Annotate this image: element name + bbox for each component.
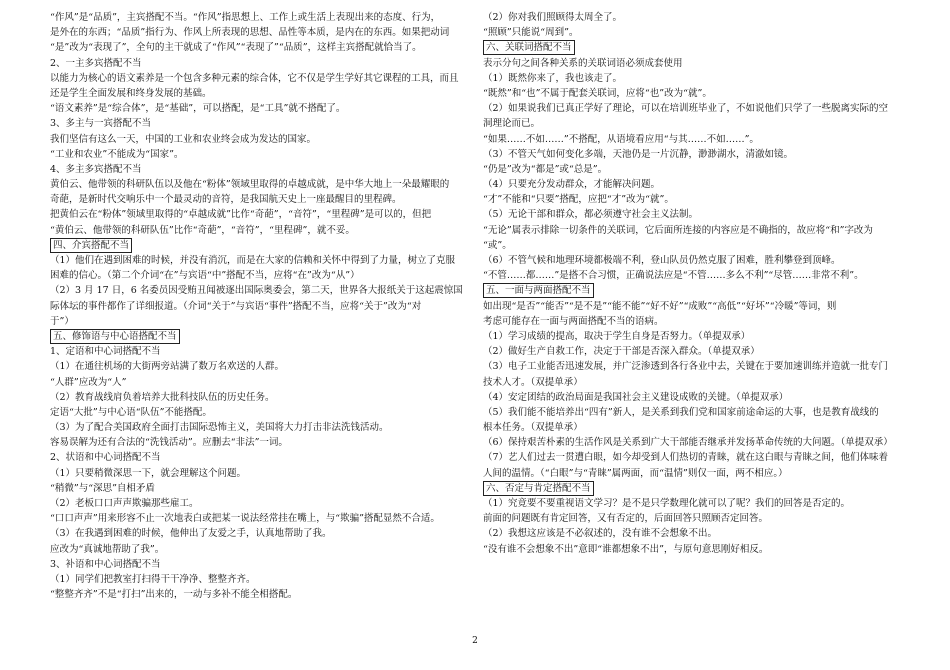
text-line: 4、多主多宾搭配不当 xyxy=(50,163,142,175)
text-line: （2）我想这应该是不必叙述的，没有谁不会想象不出。 xyxy=(483,528,718,540)
right-column xyxy=(483,10,905,557)
text-line: 容易误解为还有合法的“洗钱活动”。应删去“非法”一词。 xyxy=(50,437,288,449)
text-line: （2）如果说我们已真正学好了理论，可以在培训班毕业了，不如说他们只学了一些脱离实际的空 xyxy=(483,103,889,115)
text-line: （2）3 月 17 日，6 名委员因受贿丑闻被逐出国际奥委会，第二天，世界各大报纸关于这起震惊国 xyxy=(50,285,463,297)
text-line: 把黄伯云在“粉体”领域里取得的“卓越成就”比作“奇葩”，“音符”，“里程碑”是可以的，但把 xyxy=(50,209,432,221)
page-number: 2 xyxy=(472,636,478,646)
text-line: 我们坚信有这么一天，中国的工业和农业终会成为发达的国家。 xyxy=(50,133,317,145)
text-line: （3）为了配合美国政府全面打击国际恐怖主义，美国将大力打击非法洗钱活动。 xyxy=(50,422,389,434)
text-line: “仍是”改为“都是”或“总是”。 xyxy=(483,163,608,175)
text-line: 表示分句之间各种关系的关联词语必须成套使用 xyxy=(483,57,683,69)
text-line: （4）安定团结的政治局面是我国社会主义建设成败的关键。（单提双承） xyxy=(483,391,789,403)
text-line: “或”。 xyxy=(483,239,512,251)
text-line: “口口声声”用来形容不止一次地表白或把某一说法经常挂在嘴上，与“欺骗”搭配显然不合适。 xyxy=(50,513,440,525)
text-line: 3、多主与一宾搭配不当 xyxy=(50,118,152,130)
section-heading-label: 六、否定与肯定搭配不当 xyxy=(483,481,594,496)
text-line: “语文素养”是“综合体”，是“基础”，可以搭配，是“工具”就不搭配了。 xyxy=(50,103,346,115)
text-line: （1）学习成绩的提高，取决于学生自身是否努力。（单提双承） xyxy=(483,330,751,342)
text-line: 如出现“是否”“能否”“是不是”“能不能”“好不好”“成败”“高低”“好坏”“冷暖”等词，则 xyxy=(483,300,837,312)
text-line: （5）无论干部和群众，都必须遵守社会主义法制。 xyxy=(483,209,699,221)
text-line: “整整齐齐”不是“打扫”出来的，一动与多补不能全相搭配。 xyxy=(50,589,298,601)
text-line: 还是学生全面发展和终身发展的基础。 xyxy=(50,87,212,99)
section-heading-label: 六、关联词搭配不当 xyxy=(483,40,575,55)
text-line: 以能力为核心的语文素养是一个包含多种元素的综合体，它不仅是学生学好其它课程的工具，而且 xyxy=(50,72,459,84)
text-line: （5）我们能不能培养出“四有”新人，是关系到我们党和国家前途命运的大事，也是教育战线的 xyxy=(483,406,879,418)
text-line: （4）只要充分发动群众，才能解决问题。 xyxy=(483,179,661,191)
text-line: （1）在通往机场的大街两旁站满了数万名欢送的人群。 xyxy=(50,361,285,373)
section-heading xyxy=(50,329,472,344)
text-line: （1）同学们把教室打扫得干干净净、整整齐齐。 xyxy=(50,573,256,585)
text-line: 奇葩，是新时代交响乐中一个最灵动的音符，是我国航天史上一座最醒目的里程碑。 xyxy=(50,194,402,206)
text-line: 1、定语和中心词搭配不当 xyxy=(50,346,161,358)
text-line: （1）只要稍微深思一下，就会理解这个问题。 xyxy=(50,467,247,479)
text-line: （2）教育战线肩负着培养大批科技队伍的历史任务。 xyxy=(50,391,275,403)
text-line: （1）他们在遇到困难的时候，并没有消沉，而是在大家的信赖和关怀中得到了力量，树立了克服 xyxy=(50,255,456,266)
text-line: 于”） xyxy=(50,315,74,327)
section-heading-label: 五、修饰语与中心语搭配不当 xyxy=(50,329,180,344)
text-line: “没有谁不会想象不出”意即“谁都想象不出”，与原句意思刚好相反。 xyxy=(483,543,769,555)
text-line: “如果……不如……”不搭配，从语境看应用“与其……不如……”。 xyxy=(483,133,759,145)
text-line: 技术人才。（双提单承） xyxy=(483,376,583,388)
text-line: “无论”属表示排除一切条件的关联词，它后面所连接的内容应是不确指的，故应将“和”字改为 xyxy=(483,224,873,236)
text-line: 际体坛的事件都作了详细报道。（介词“关于”与宾语“事件”搭配不当，应将“关于”改为“对 xyxy=(50,300,422,312)
text-line: （6）不管气候和地理环境都极端不利，登山队员仍然克服了困难，胜利攀登到顶峰。 xyxy=(483,255,841,266)
section-heading xyxy=(50,238,472,253)
text-line: “黄伯云、他带领的科研队伍”比作“奇葩”，“音符”，“里程碑”，就不妥。 xyxy=(50,224,355,236)
text-line: （1）究竟要不要重视语文学习？是不是只学数理化就可以了呢？我们的回答是否定的。 xyxy=(483,498,851,509)
text-line: （1）既然你来了，我也该走了。 xyxy=(483,72,623,84)
text-line: 根本任务。（双提单承） xyxy=(483,422,583,434)
text-line: “照顾”只能说“周到”。 xyxy=(483,27,579,39)
text-line: “不管……都……”是搭不合习惯，正确说法应是“不管……多么不利”“尽管……非常不利”。 xyxy=(483,270,864,282)
text-line: “作风”是“品质”，主宾搭配不当。“作风”指思想上、工作上或生活上表现出来的态度、行为， xyxy=(50,12,441,23)
text-line: 定语“大批”与中心语“队伍”不能搭配。 xyxy=(50,406,212,418)
text-line: “稍微”与“深思”自相矛盾 xyxy=(50,482,155,494)
text-line: “既然”和“也”不属于配套关联词，应将“也”改为“就”。 xyxy=(483,87,712,99)
text-line: （7）艺人们过去一贯遭白眼，如今却受到人们热切的青睐，就在这白眼与青睐之间，他们体味着 xyxy=(483,452,889,464)
text-line: （3）电子工业能否迅速发展，并广泛渗透到各行各业中去，关键在于要加速训练并造就一批专门 xyxy=(483,361,889,373)
section-heading xyxy=(483,40,905,55)
text-line: 黄伯云、他带领的科研队伍以及他在“粉体”领域里取得的卓越成就，是中华大地上一朵最耀眼的 xyxy=(50,179,450,191)
text-line: （3）不管天气如何变化多端，天池仍是一片沉静，渺渺湖水，清澈如镜。 xyxy=(483,148,794,160)
section-heading-label: 五、一面与两面搭配不当 xyxy=(483,283,594,298)
text-line: “人群”应改为“人” xyxy=(50,376,127,388)
text-line: 困难的信心。（第二个介词“在”与宾语“中”搭配不当，应将“在”改为“从”） xyxy=(50,270,360,282)
text-line: （2）做好生产自救工作，决定于干部是否深入群众。（单提双承） xyxy=(483,346,760,358)
text-line: （6）保持艰苦朴素的生活作风是关系到广大干部能否继承并发扬革命传统的大问题。（单提双承） xyxy=(483,437,893,449)
text-line: 洞理论而已。 xyxy=(483,118,541,130)
text-line: “是”改为“表现了”，全句的主干就成了“作风”“表现了”“品质”，这样主宾搭配就恰当了。 xyxy=(50,42,422,54)
text-line: 人间的温情。（“白眼”与“青睐”属两面，而“温情”则仅一面，两不相应。） xyxy=(483,467,788,479)
text-line: （2）老板口口声声欺骗那些雇工。 xyxy=(50,498,199,509)
text-line: 应改为“真诚地帮助了我”。 xyxy=(50,543,165,555)
section-heading xyxy=(483,283,905,298)
text-line: 考虑可能存在一面与两面搭配不当的语病。 xyxy=(483,315,664,327)
text-line: （3）在我遇到困难的时候，他伸出了友爱之手，认真地帮助了我。 xyxy=(50,528,332,540)
text-line: 2、状语和中心词搭配不当 xyxy=(50,452,161,464)
text-line: 前面的问题既有肯定回答，又有否定的，后面回答只照顾否定回答。 xyxy=(483,513,769,525)
left-column xyxy=(50,10,472,602)
text-line: 是外在的东西；“品质”指行为、作风上所表现的思想、品性等本质，是内在的东西。如果把动词 xyxy=(50,27,450,39)
section-heading xyxy=(483,481,905,496)
text-line: “工业和农业”不能成为“国家”。 xyxy=(50,148,184,160)
text-line: 2、一主多宾搭配不当 xyxy=(50,57,142,69)
text-line: “才”不能和“只要”搭配，应把“才”改为“就”。 xyxy=(483,194,674,206)
section-heading-label: 四、介宾搭配不当 xyxy=(50,238,132,253)
text-line: （2）你对我们照顾得太周全了。 xyxy=(483,12,623,23)
text-line: 3、补语和中心词搭配不当 xyxy=(50,558,161,570)
